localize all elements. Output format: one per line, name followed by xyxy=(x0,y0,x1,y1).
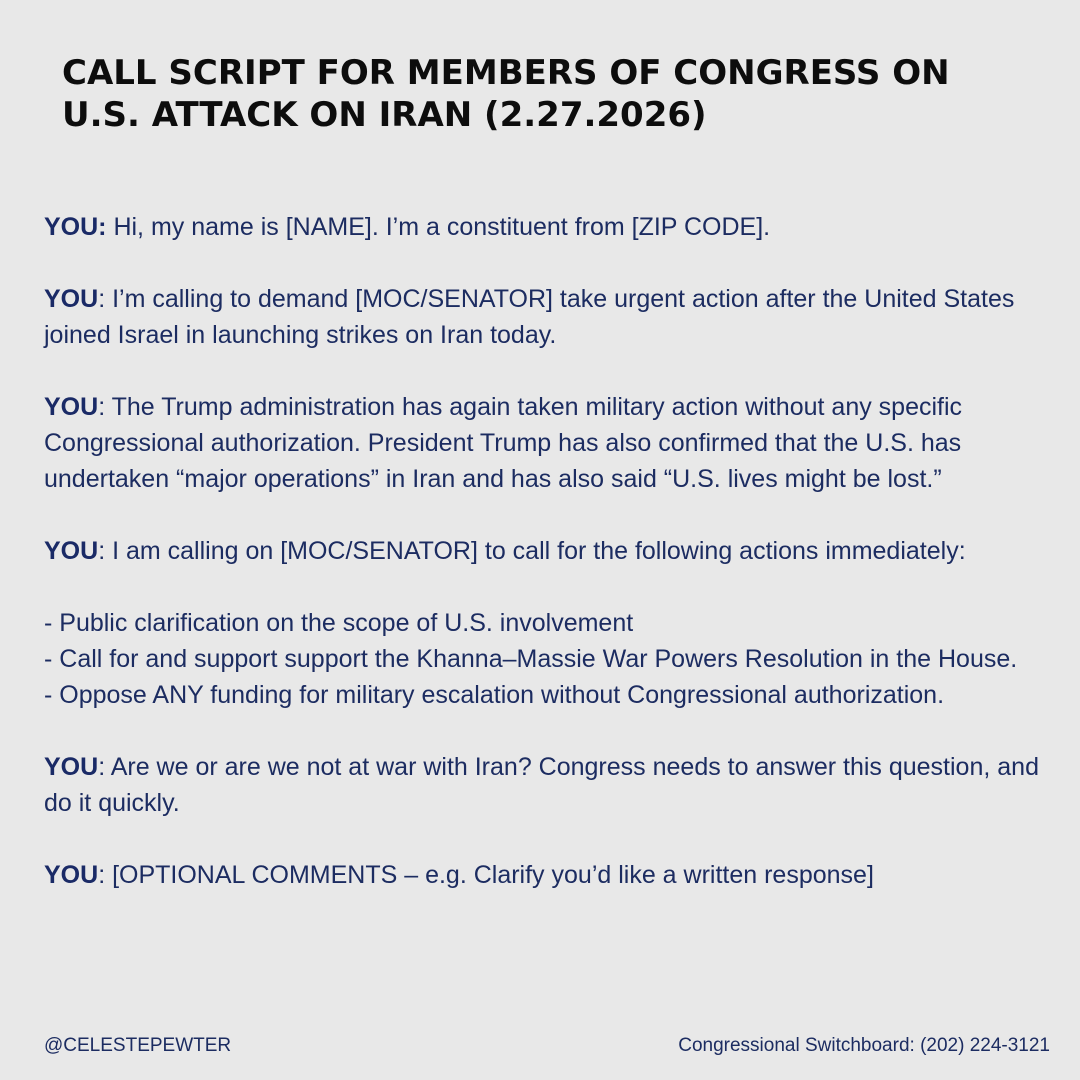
script-text: : Are we or are we not at war with Iran? Congress needs to answer this question, and do it quickly. xyxy=(44,753,1039,817)
speaker-label: YOU xyxy=(44,861,99,889)
script-text: : I’m calling to demand [MOC/SENATOR] take urgent action after the United States joined Israel in launching strikes on Iran today. xyxy=(44,285,1015,349)
speaker-label: YOU xyxy=(44,753,99,781)
action-item: - Public clarification on the scope of U.S. involvement xyxy=(44,609,634,637)
speaker-label: YOU xyxy=(44,285,99,313)
script-text: : I am calling on [MOC/SENATOR] to call for the following actions immediately: xyxy=(98,537,966,565)
title-line-1: CALL SCRIPT FOR MEMBERS OF CONGRESS ON xyxy=(62,53,950,93)
speaker-label: YOU: xyxy=(44,213,107,241)
title-line-2: U.S. ATTACK ON IRAN (2.27.2026) xyxy=(62,95,707,135)
script-paragraph-demand xyxy=(44,281,1044,353)
script-paragraph-actions xyxy=(44,533,1044,569)
script-text: Hi, my name is [NAME]. I’m a constituent from [ZIP CODE]. xyxy=(106,213,771,241)
script-paragraph-optional xyxy=(44,857,1044,893)
script-paragraph-context xyxy=(44,389,1044,497)
script-text: : The Trump administration has again taken military action without any specific Congressional authorization. President Trump has also confirmed that the U.S. has undertaken “major operations” in Iran and has also said “U.S. lives might be lost.” xyxy=(44,393,963,493)
speaker-label: YOU xyxy=(44,537,99,565)
switchboard-number: Congressional Switchboard: (202) 224-3121 xyxy=(678,1035,1050,1056)
script-text: : [OPTIONAL COMMENTS – e.g. Clarify you’d like a written response] xyxy=(98,861,874,889)
action-item: - Call for and support support the Khanna–Massie War Powers Resolution in the House. xyxy=(44,645,1018,673)
call-script xyxy=(44,209,1044,929)
script-paragraph-question xyxy=(44,749,1044,821)
speaker-label: YOU xyxy=(44,393,99,421)
page-title xyxy=(62,52,1022,136)
script-paragraph-intro xyxy=(44,209,1044,245)
action-item: - Oppose ANY funding for military escalation without Congressional authorization. xyxy=(44,681,945,709)
author-handle: @CELESTEPEWTER xyxy=(44,1035,232,1056)
action-list xyxy=(44,605,1044,713)
